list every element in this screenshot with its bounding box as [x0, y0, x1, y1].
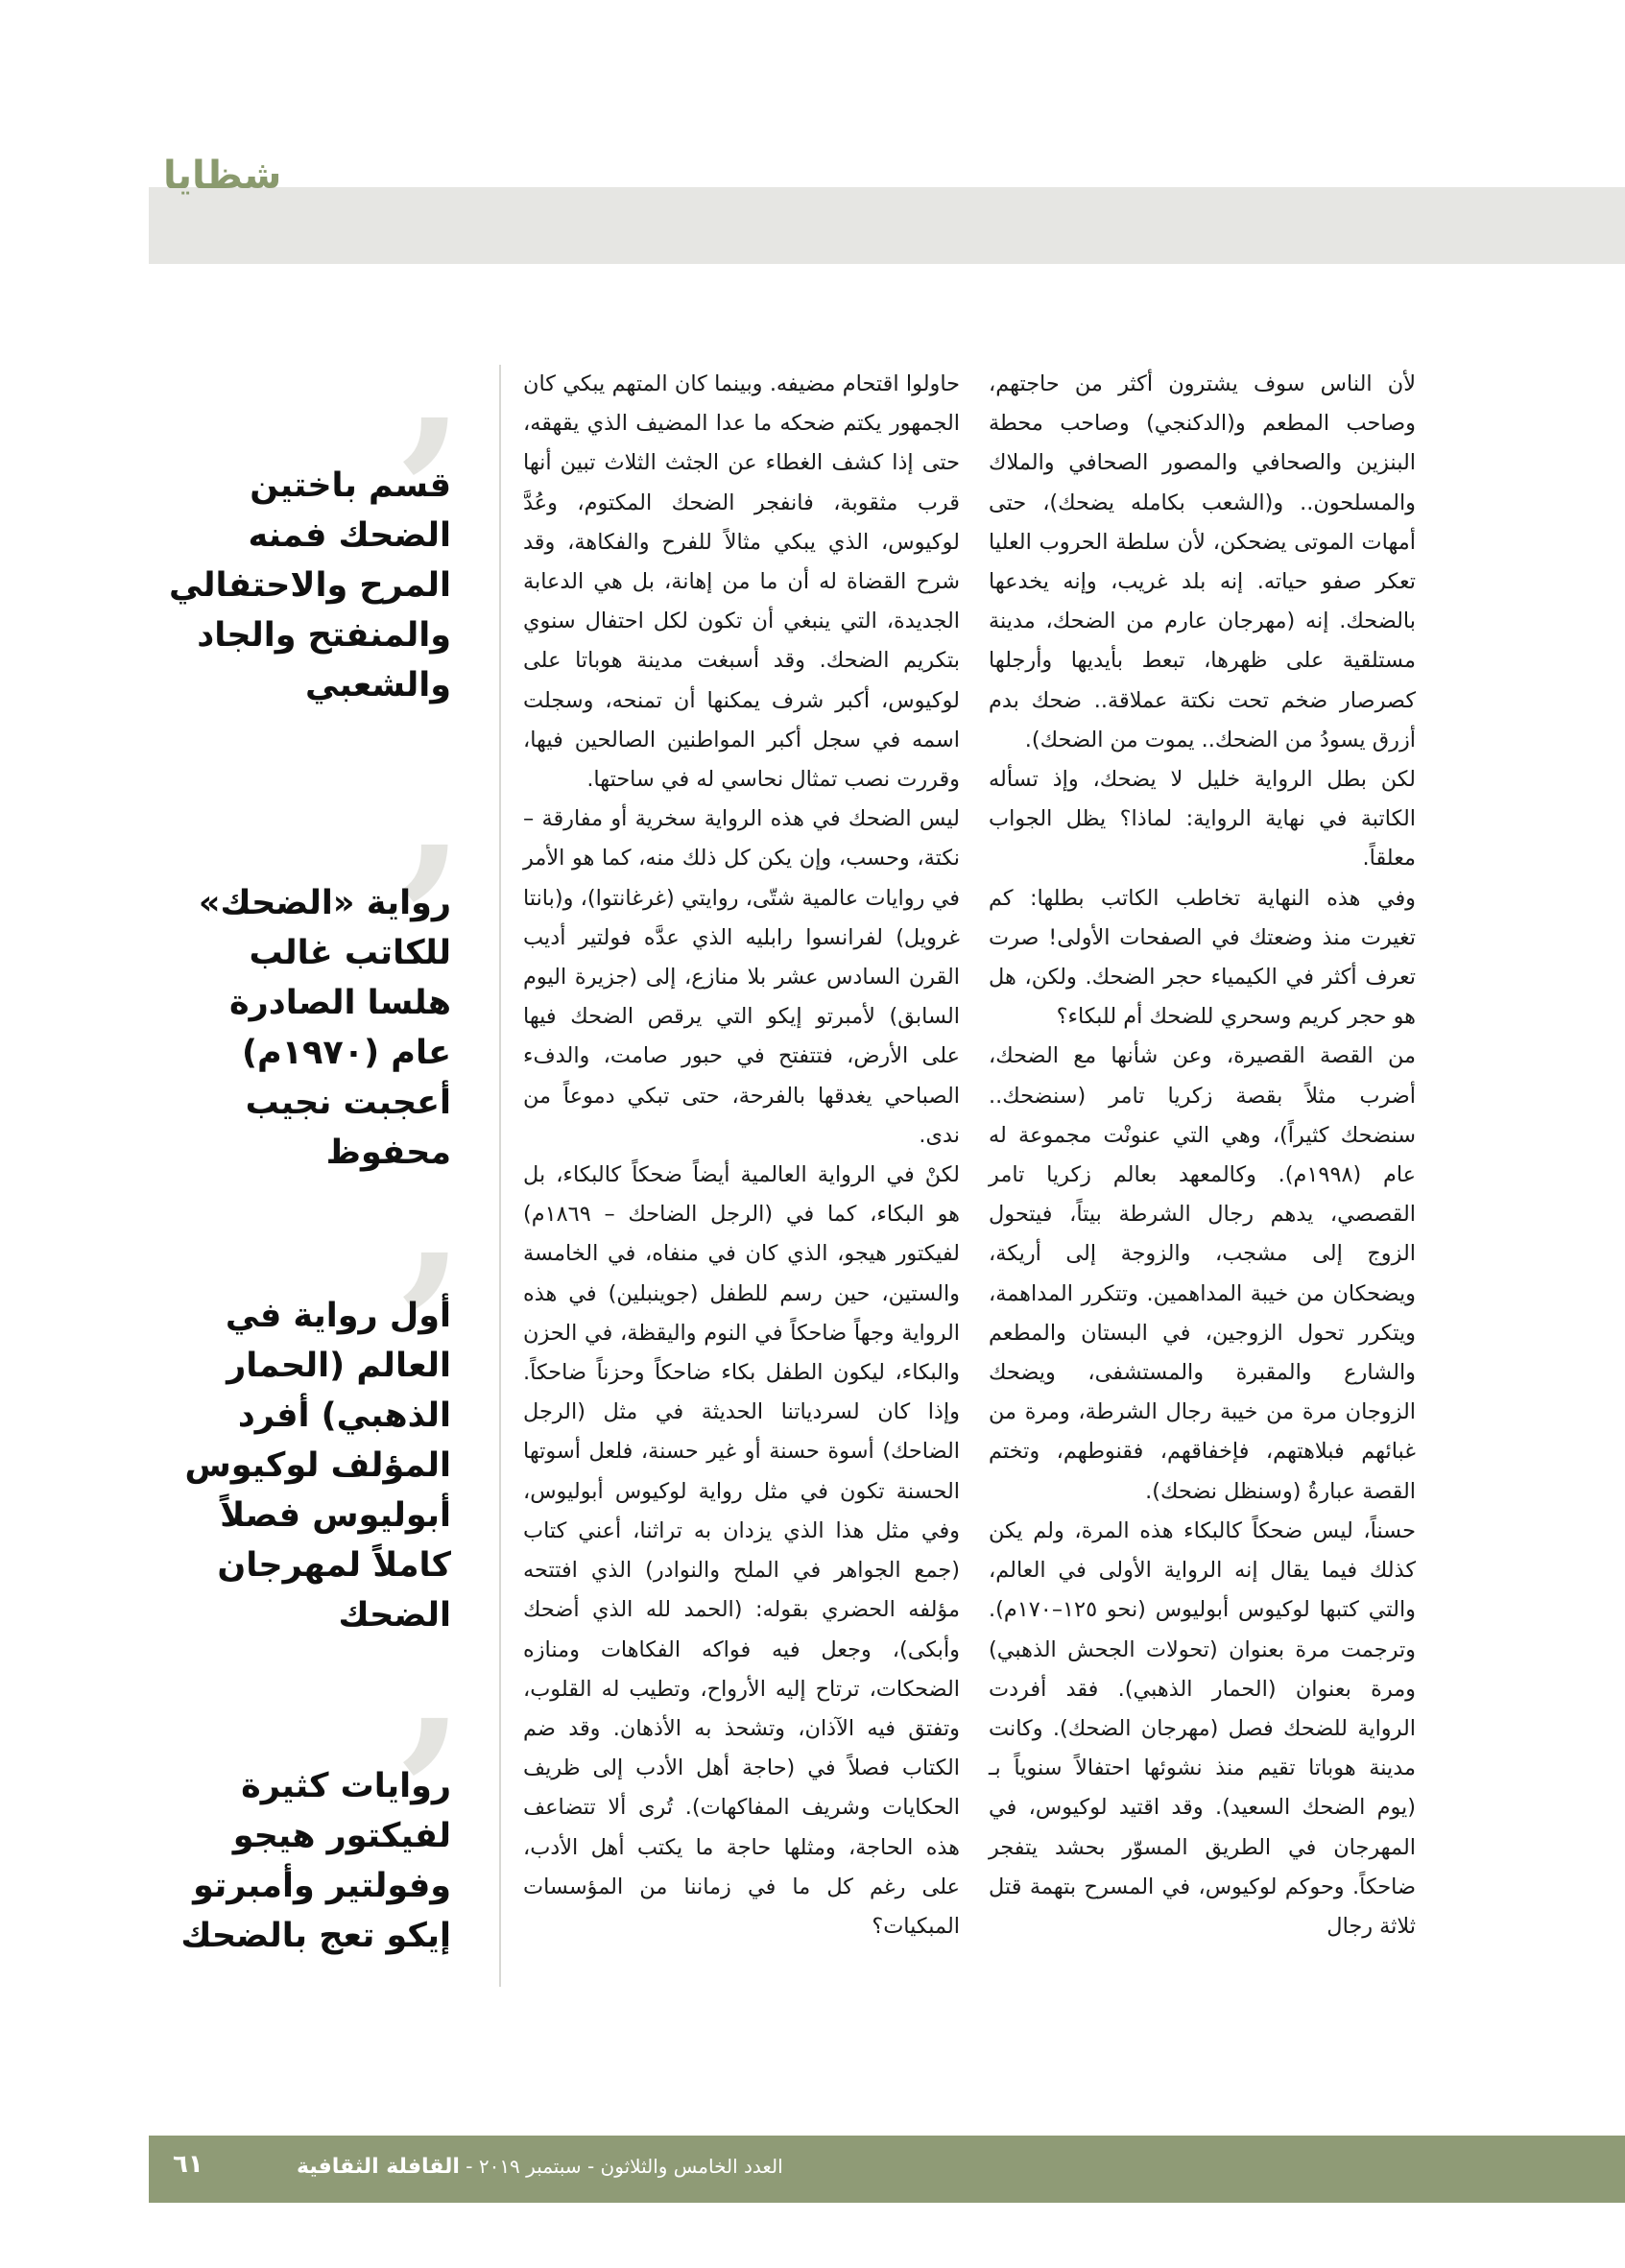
quote-mark-icon: ’ [394, 1210, 465, 1447]
footer-issue-text: العدد الخامس والثلاثون - سبتمبر ٢٠١٩ - [466, 2155, 783, 2178]
pull-quote: رواية «الضحك» للكاتب غالب هلسا الصادرة عام (١٩٧٠م) أعجبت نجيب محفوظ [198, 884, 451, 1172]
paragraph: لكنْ في الرواية العالمية أيضاً ضحكاً كالبكاء، بل هو البكاء، كما في (الرجل الضاحك – ١٨٦٩م) لفيكتور هيجو، الذي كان في منفاه، في الخامسة والستين، حين رسم للطفل (جوينبلين) في هذه الرواية وجهاً ضاحكاً في النوم واليقظة، في الحزن والبكاء، ليكون الطفل بكاء ضاحكاً وحزناً ضاحكاً. وإذا كان لسردياتنا الحديثة في مثل (الرجل الضاحك) أسوة حسنة أو غير حسنة، فلعل أسوتها الحسنة تكون في مثل رواية لوكيوس أبوليوس، وفي مثل هذا الذي يزدان به تراثنا، أعني كتاب (جمع الجواهر في الملح والنوادر) الذي افتتحه مؤلفه الحضري بقوله: (الحمد لله الذي أضحك وأبكى)، وجعل فيه فواكه الفكاهات ومنازه الضحكات، ترتاح إليه الأرواح، وتطيب له القلوب، وتفتق فيه الآذان، وتشحذ به الأذهان. وقد ضم الكتاب فصلاً في (حاجة أهل الأدب إلى ظريف الحكايات وشريف المفاكهات). تُرى ألا تتضاعف هذه الحاجة، ومثلها حاجة ما يكتب أهل الأدب، على رغم كل ما في زماننا من المؤسسات المبكيات؟ [523, 1162, 960, 1939]
paragraph: ليس الضحك في هذه الرواية سخرية أو مفارقة – نكتة، وحسب، وإن يكن كل ذلك منه، كما هو الأمر في روايات عالمية شتّى، روايتي (غرغانتوا)، و(بانتا غرويل) لفرانسوا رابليه الذي عدَّه فولتير أديب القرن السادس عشر بلا منازع، إلى (جزيرة اليوم السابق) لأمبرتو إيكو التي يرقص الضحك فيها على الأرض، فتتفتح في حبور صامت، والدفء الصباحي يغدقها بالفرحة، حتى تبكي دموعاً من ندى. [523, 806, 960, 1148]
page-number: ٦١ [173, 2150, 203, 2179]
section-title: شظايا [163, 154, 282, 198]
paragraph: من القصة القصيرة، وعن شأنها مع الضحك، أضرب مثلاً بقصة زكريا تامر (سنضحك.. سنضحك كثيراً)، وهي التي عنونْت مجموعة له عام (١٩٩٨م). وكالمعهد بعالم زكريا تامر القصصي، يدهم رجال الشرطة بيتاً، فيتحول الزوج إلى مشجب، والزوجة إلى أريكة، ويضحكان من خيبة المداهمين. وتتكرر المداهمة، ويتكرر تحول الزوجين، في البستان والمطعم والشارع والمقبرة والمستشفى، ويضحك الزوجان مرة من خيبة رجال الشرطة، ومرة من غبائهم فبلاهتهم، فإخفاقهم، فقنوطهم، وتختم القصة عبارةُ (وسنظل نضحك). [989, 1043, 1416, 1504]
paragraph: حاولوا اقتحام مضيفه. وبينما كان المتهم يبكي كان الجمهور يكتم ضحكه ما عدا المضيف الذي يقهقه، حتى إذا كشف الغطاء عن الجثث الثلاث تبين أنها قرب مثقوبة، فانفجر الضحك المكتوم، وعُدَّ لوكيوس، الذي يبكي مثالاً للفرح والفكاهة، وقد شرح القضاة له أن ما من إهانة، بل هي الدعابة الجديدة، التي ينبغي أن تكون لكل احتفال سنوي بتكريم الضحك. وقد أسبغت مدينة هوباتا على لوكيوس، أكبر شرف يمكنها أن تمنحه، وسجلت اسمه في سجل أكبر المواطنين الصالحين فيها، وقررت نصب تمثال نحاسي له في ساحتها. [523, 371, 960, 793]
paragraph: حسناً، ليس ضحكاً كالبكاء هذه المرة، ولم يكن كذلك فيما يقال إنه الرواية الأولى في العالم، والتي كتبها لوكيوس أبوليوس (نحو ١٢٥–١٧٠م). وترجمت مرة بعنوان (تحولات الجحش الذهبي) ومرة بعنوان (الحمار الذهبي). فقد أفردت الرواية للضحك فصل (مهرجان الضحك). وكانت مدينة هوباتا تقيم منذ نشوئها احتفالاً سنوياً بـ (يوم الضحك السعيد). وقد اقتيد لوكيوس، في المهرجان في الطريق المسوّر بحشد يتفجر ضاحكاً. وحوكم لوكيوس، في المسرح بتهمة قتل ثلاثة رجال [989, 1517, 1416, 1939]
paragraph: لأن الناس سوف يشترون أكثر من حاجتهم، وصاحب المطعم و(الدكنجي) وصاحب محطة البنزين والصحافي والمصور الصحافي والملاك والمسلحون.. و(الشعب بكامله يضحك)، حتى أمهات الموتى يضحكن، لأن سلطة الحروب العليا تعكر صفو حياته. إنه بلد غريب، وإنه يخدعها بالضحك. إنه (مهرجان عارم من الضحك، مدينة مستلقية على ظهرها، تبعط بأيديها وأرجلها كصرصار ضخم تحت نكتة عملاقة.. ضحك بدم أزرق يسودُ من الضحك.. يموت من الضحك). [989, 371, 1416, 752]
footer-issue-line [293, 2155, 783, 2179]
paragraph: وفي هذه النهاية تخاطب الكاتب بطلها: كم تغيرت منذ وضعتك في الصفحات الأولى! صرت تعرف أكثر في الكيمياء حجر الضحك. ولكن، هل هو حجر كريم وسحري للضحك أم للبكاء؟ [989, 885, 1416, 1030]
article-column-right [989, 365, 1416, 1946]
header-band [149, 187, 1625, 264]
quote-mark-icon: ’ [394, 802, 465, 1039]
quote-mark-icon: ’ [394, 1676, 465, 1913]
quote-mark-icon: ’ [394, 375, 465, 612]
magazine-logo: القافلة الثقافية [297, 2155, 460, 2179]
paragraph: لكن بطل الرواية خليل لا يضحك، وإذ تسأله الكاتبة في نهاية الرواية: لماذا؟ يظل الجواب معلقاً. [989, 767, 1416, 871]
article-column-middle [523, 365, 960, 1946]
column-divider [499, 365, 501, 1987]
pull-quote: روايات كثيرة لفيكتور هيجو وفولتير وأمبرتو إيكو تعج بالضحك [180, 1767, 451, 1955]
pull-quote: أول رواية في العالم (الحمار الذهبي) أفرد المؤلف لوكيوس أبوليوس فصلاً كاملاً لمهرجان الضحك [184, 1297, 451, 1635]
pull-quote: قسم باختين الضحك فمنه المرح والاحتفالي والمنفتح والجاد والشعبي [169, 466, 451, 704]
